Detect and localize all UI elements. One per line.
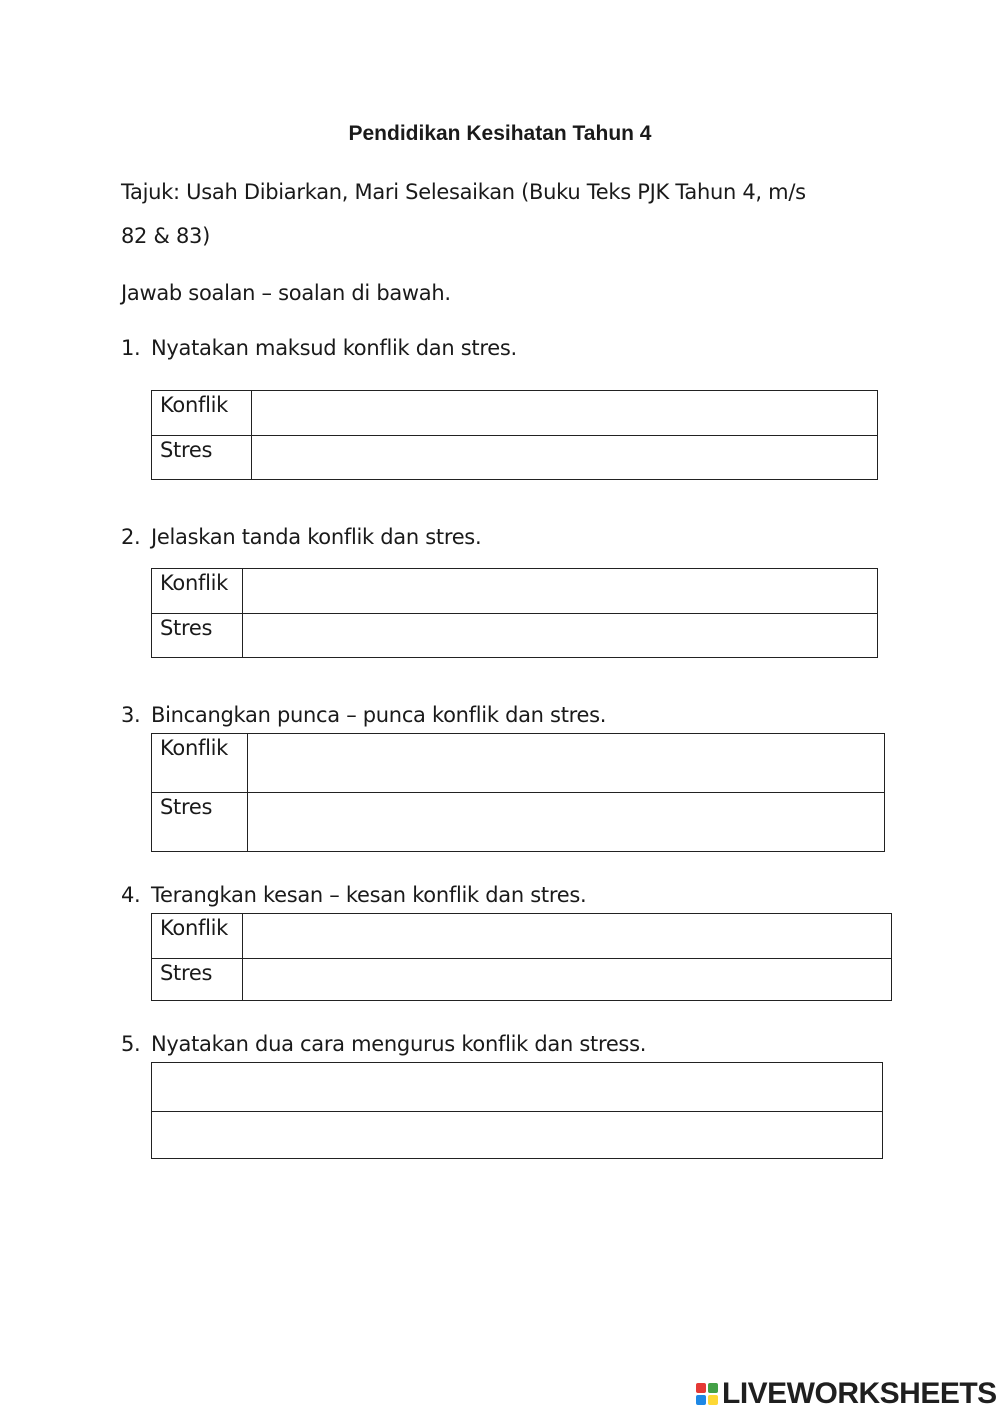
row-label: Konflik [152,569,243,614]
question-number: 1. [121,336,141,360]
question-text: Jelaskan tanda konflik dan stres. [151,525,482,549]
question-number: 5. [121,1032,141,1056]
question-2 [121,525,481,549]
answer-field[interactable] [152,1112,883,1159]
question-text: Bincangkan punca – punca konflik dan stres. [151,703,607,727]
answer-table-4 [151,913,892,1001]
question-number: 3. [121,703,141,727]
question-5 [121,1032,646,1056]
topic-line-2: 82 & 83) [121,224,210,248]
row-label: Stres [152,959,243,1001]
answer-field[interactable] [243,569,878,614]
topic-line-1: Tajuk: Usah Dibiarkan, Mari Selesaikan (Buku Teks PJK Tahun 4, m/s [121,180,806,204]
question-number: 2. [121,525,141,549]
answer-table-2 [151,568,878,658]
liveworksheets-logo [696,1378,997,1410]
instruction: Jawab soalan – soalan di bawah. [121,281,451,305]
answer-field[interactable] [248,793,885,852]
answer-field[interactable] [243,614,878,658]
row-label: Konflik [152,734,248,793]
answer-table-5 [151,1062,883,1159]
row-label: Konflik [152,914,243,959]
answer-field[interactable] [152,1063,883,1112]
answer-table-3 [151,733,885,852]
row-label: Stres [152,436,252,480]
page-title: Pendidikan Kesihatan Tahun 4 [348,122,652,145]
question-text: Terangkan kesan – kesan konflik dan stres. [151,883,587,907]
question-text: Nyatakan maksud konflik dan stres. [151,336,517,360]
logo-mark-icon [696,1383,718,1405]
answer-field[interactable] [243,914,892,959]
question-4 [121,883,586,907]
answer-field[interactable] [243,959,892,1001]
answer-field[interactable] [252,391,878,436]
question-1 [121,336,517,360]
answer-field[interactable] [248,734,885,793]
logo-text: LIVEWORKSHEETS [722,1377,997,1410]
row-label: Stres [152,614,243,658]
row-label: Stres [152,793,248,852]
question-number: 4. [121,883,141,907]
answer-table-1 [151,390,878,480]
question-text: Nyatakan dua cara mengurus konflik dan stress. [151,1032,647,1056]
answer-field[interactable] [252,436,878,480]
question-3 [121,703,606,727]
topic-line [121,170,881,258]
row-label: Konflik [152,391,252,436]
